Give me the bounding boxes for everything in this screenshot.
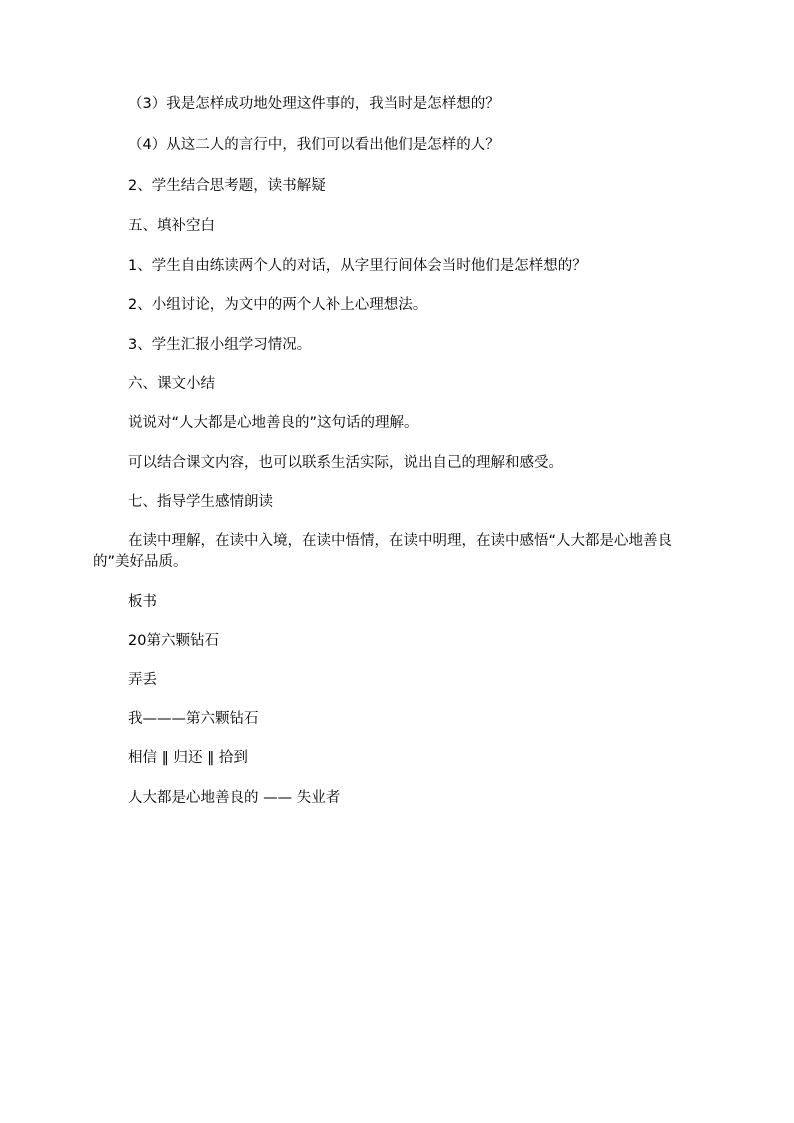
section-heading-6: 六、课文小结 [128,376,215,392]
paragraph-step-3-report: 3、学生汇报小组学习情况。 [128,337,312,353]
paragraph-reading-guidance: 在读中理解，在读中入境，在读中悟情，在读中明理，在读中感悟“人大都是心地善良的”美好品质。 [93,533,673,570]
section-heading-5: 五、填补空白 [128,218,215,234]
board-line-me-diamond: 我———第六颗钻石 [128,711,259,727]
paragraph-summary-hint: 可以结合课文内容，也可以联系生活实际，说出自己的理解和感受。 [128,455,563,471]
board-line-kindhearted-unemployed: 人大都是心地善良的 —— 失业者 [128,790,341,806]
paragraph-summary-question: 说说对“人大都是心地善良的”这句话的理解。 [128,415,419,431]
paragraph-step-2-reading: 2、学生结合思考题，读书解疑 [128,178,326,194]
board-line-lost: 弄丢 [128,672,157,688]
board-heading: 板书 [128,594,157,610]
paragraph-question-4: （4）从这二人的言行中，我们可以看出他们是怎样的人？ [128,137,500,153]
paragraph-step-1-dialogue: 1、学生自由练读两个人的对话，从字里行间体会当时他们是怎样想的？ [128,258,587,274]
paragraph-question-3: （3）我是怎样成功地处理这件事的，我当时是怎样想的？ [128,96,500,112]
board-title: 20第六颗钻石 [128,633,219,649]
section-heading-7: 七、指导学生感情朗读 [128,494,273,510]
paragraph-step-2-discussion: 2、小组讨论，为文中的两个人补上心理想法。 [128,297,428,313]
board-line-trust-return-found: 相信 ‖ 归还 ‖ 拾到 [128,750,248,766]
